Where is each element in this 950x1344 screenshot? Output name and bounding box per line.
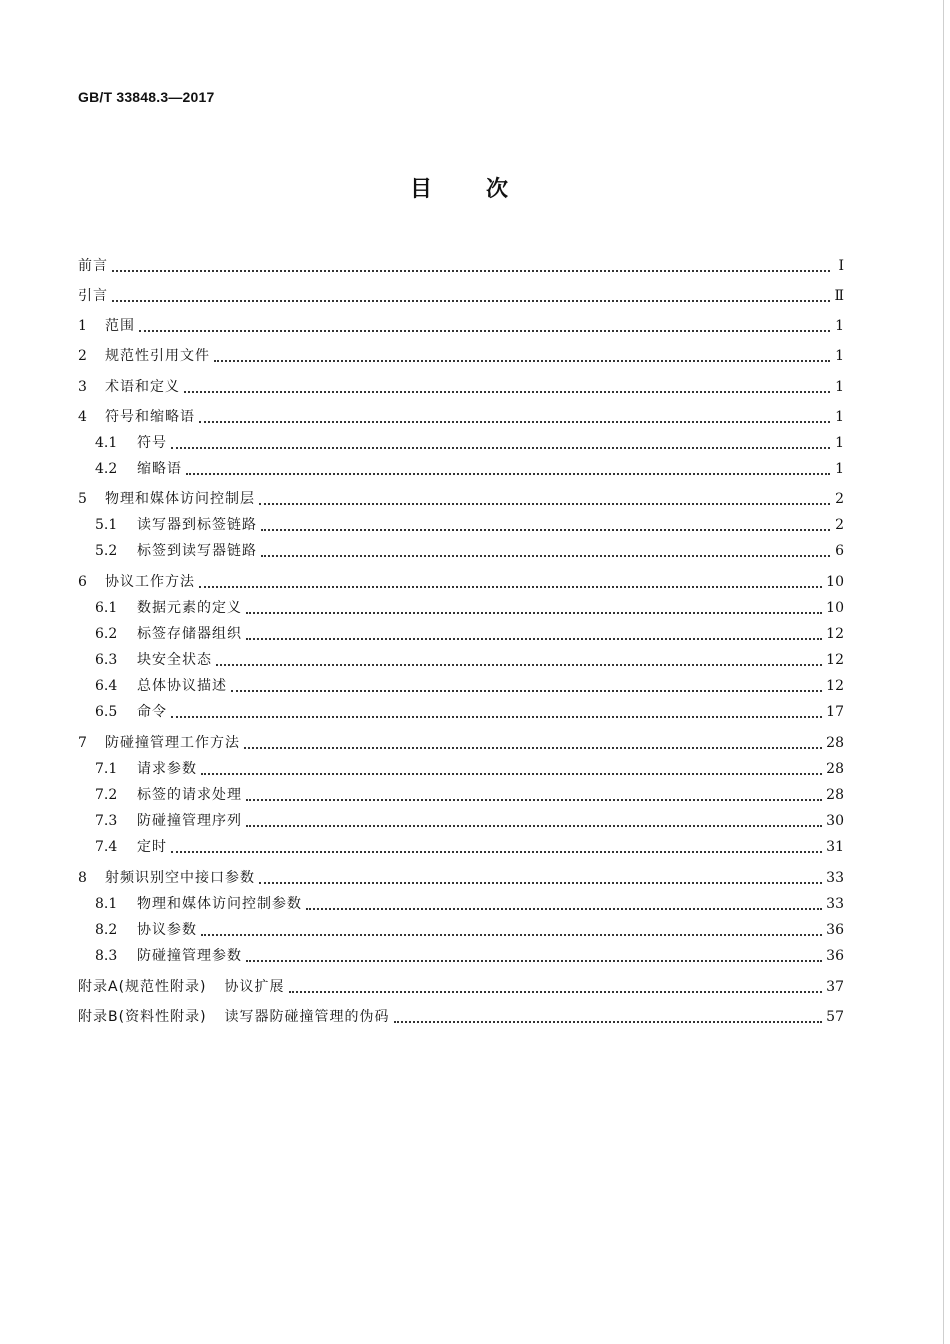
toc-entry-page-number: 1 bbox=[835, 435, 844, 451]
toc-entry[interactable] bbox=[78, 976, 844, 998]
toc-entry-page-number: 36 bbox=[826, 948, 844, 964]
toc-entry-page-number: 31 bbox=[826, 839, 844, 855]
dot-leader bbox=[246, 623, 822, 645]
toc-entry-number: 4.1 bbox=[95, 435, 118, 451]
toc-entry-number: 6.2 bbox=[95, 626, 118, 642]
toc-entry[interactable] bbox=[78, 945, 844, 967]
dot-leader bbox=[186, 458, 830, 480]
toc-entry[interactable] bbox=[78, 649, 844, 671]
toc-entry-page-number: 1 bbox=[835, 461, 844, 477]
toc-entry[interactable] bbox=[78, 285, 844, 307]
toc-entry[interactable] bbox=[78, 255, 844, 277]
toc-entry-page-number: 28 bbox=[826, 735, 844, 751]
toc-entry-label: 标签存储器组织 bbox=[137, 626, 242, 642]
standard-number: GB/T 33848.3—2017 bbox=[78, 89, 215, 105]
toc-entry-number: 8.1 bbox=[95, 896, 118, 912]
dot-leader bbox=[246, 810, 822, 832]
toc-entry-page-number: 33 bbox=[826, 870, 844, 886]
toc-entry-number: 5.2 bbox=[95, 543, 118, 559]
toc-entry-page-number: 6 bbox=[835, 543, 844, 559]
toc-entry-label: 引言 bbox=[78, 288, 108, 304]
toc-entry-page-number: 57 bbox=[826, 1009, 844, 1025]
toc-entry-label: 射频识别空中接口参数 bbox=[105, 870, 255, 886]
toc-entry-number: 7.4 bbox=[95, 839, 118, 855]
dot-leader bbox=[259, 867, 822, 889]
dot-leader bbox=[199, 571, 822, 593]
toc-entry-label: 防碰撞管理参数 bbox=[137, 948, 242, 964]
dot-leader bbox=[184, 376, 830, 398]
toc-entry[interactable] bbox=[78, 406, 844, 428]
dot-leader bbox=[216, 649, 822, 671]
toc-entry-page-number: 10 bbox=[826, 600, 844, 616]
toc-entry-label: 请求参数 bbox=[137, 761, 197, 777]
toc-entry[interactable] bbox=[78, 540, 844, 562]
toc-entry-number: 6 bbox=[78, 574, 87, 590]
toc-entry-page-number: Ⅰ bbox=[838, 258, 844, 274]
toc-entry-page-number: 1 bbox=[835, 348, 844, 364]
toc-entry-page-number: 2 bbox=[835, 491, 844, 507]
toc-entry-page-number: 10 bbox=[826, 574, 844, 590]
toc-entry[interactable] bbox=[78, 784, 844, 806]
dot-leader bbox=[201, 919, 822, 941]
toc-entry[interactable] bbox=[78, 376, 844, 398]
toc-entry-page-number: 30 bbox=[826, 813, 844, 829]
toc-entry-label: 范围 bbox=[105, 318, 135, 334]
dot-leader bbox=[214, 345, 830, 367]
dot-leader bbox=[394, 1006, 823, 1028]
dot-leader bbox=[246, 945, 822, 967]
toc-entry-label: 协议参数 bbox=[137, 922, 197, 938]
toc-entry-label: 附录A(规范性附录) bbox=[78, 979, 207, 995]
toc-entry[interactable] bbox=[78, 758, 844, 780]
toc-entry[interactable] bbox=[78, 893, 844, 915]
toc-entry-number: 8.2 bbox=[95, 922, 118, 938]
toc-entry-page-number: 1 bbox=[835, 379, 844, 395]
toc-entry-number: 1 bbox=[78, 318, 87, 334]
toc-entry-page-number: 28 bbox=[826, 761, 844, 777]
toc-entry[interactable] bbox=[78, 867, 844, 889]
toc-entry-label: 总体协议描述 bbox=[137, 678, 227, 694]
toc-entry-label: 前言 bbox=[78, 258, 108, 274]
dot-leader bbox=[171, 836, 822, 858]
toc-entry-label: 物理和媒体访问控制层 bbox=[105, 491, 255, 507]
toc-entry[interactable] bbox=[78, 1006, 844, 1028]
dot-leader bbox=[261, 514, 830, 536]
toc-entry[interactable] bbox=[78, 623, 844, 645]
toc-entry[interactable] bbox=[78, 315, 844, 337]
toc-entry-number: 3 bbox=[78, 379, 87, 395]
dot-leader bbox=[171, 701, 822, 723]
dot-leader bbox=[112, 285, 830, 307]
page-title: 目次 bbox=[409, 177, 562, 202]
toc-entry-label: 规范性引用文件 bbox=[105, 348, 210, 364]
dot-leader bbox=[231, 675, 822, 697]
toc-entry-number: 6.5 bbox=[95, 704, 118, 720]
toc-entry-number: 4 bbox=[78, 409, 87, 425]
toc-entry-page-number: 33 bbox=[826, 896, 844, 912]
toc-entry-appendix-title: 协议扩展 bbox=[224, 979, 285, 995]
toc-entry-label: 缩略语 bbox=[137, 461, 182, 477]
toc-entry[interactable] bbox=[78, 919, 844, 941]
toc-entry-label: 数据元素的定义 bbox=[137, 600, 242, 616]
dot-leader bbox=[261, 540, 830, 562]
toc-entry-number: 6.4 bbox=[95, 678, 118, 694]
toc-entry-page-number: 1 bbox=[835, 318, 844, 334]
toc-entry-label: 防碰撞管理序列 bbox=[137, 813, 242, 829]
toc-entry-number: 7.1 bbox=[95, 761, 118, 777]
toc-entry-label: 标签到读写器链路 bbox=[137, 543, 257, 559]
toc-entry-number: 2 bbox=[78, 348, 87, 364]
toc-entry[interactable] bbox=[78, 571, 844, 593]
toc-entry-label: 命令 bbox=[137, 704, 167, 720]
toc-entry[interactable] bbox=[78, 836, 844, 858]
page-edge-line bbox=[943, 0, 944, 1344]
dot-leader bbox=[112, 255, 830, 277]
toc-entry-page-number: 2 bbox=[835, 517, 844, 533]
toc-entry[interactable] bbox=[78, 458, 844, 480]
toc-entry[interactable] bbox=[78, 675, 844, 697]
dot-leader bbox=[246, 597, 822, 619]
toc-entry[interactable] bbox=[78, 701, 844, 723]
toc-entry-appendix-title: 读写器防碰撞管理的伪码 bbox=[224, 1009, 390, 1025]
toc-entry-number: 4.2 bbox=[95, 461, 118, 477]
toc-entry-number: 5.1 bbox=[95, 517, 118, 533]
toc-entry-number: 8.3 bbox=[95, 948, 118, 964]
toc-entry-page-number: 12 bbox=[826, 626, 844, 642]
toc-entry-number: 6.1 bbox=[95, 600, 118, 616]
dot-leader bbox=[139, 315, 830, 337]
toc-entry-page-number: Ⅱ bbox=[834, 288, 844, 304]
toc-entry-label: 读写器到标签链路 bbox=[137, 517, 257, 533]
toc-entry-page-number: 1 bbox=[835, 409, 844, 425]
toc-entry-number: 7.3 bbox=[95, 813, 118, 829]
toc-entry-page-number: 36 bbox=[826, 922, 844, 938]
toc-entry-number: 7.2 bbox=[95, 787, 118, 803]
toc-entry-label: 块安全状态 bbox=[137, 652, 212, 668]
dot-leader bbox=[259, 488, 830, 510]
toc-entry-label: 符号 bbox=[137, 435, 167, 451]
toc-entry-label: 标签的请求处理 bbox=[137, 787, 242, 803]
toc-entry-page-number: 12 bbox=[826, 652, 844, 668]
dot-leader bbox=[199, 406, 830, 428]
toc-entry[interactable] bbox=[78, 732, 844, 754]
toc-entry-page-number: 12 bbox=[826, 678, 844, 694]
toc-entry-page-number: 17 bbox=[826, 704, 844, 720]
toc-entry[interactable] bbox=[78, 432, 844, 454]
toc-entry[interactable] bbox=[78, 597, 844, 619]
toc-entry-number: 8 bbox=[78, 870, 87, 886]
toc-entry-label: 协议工作方法 bbox=[105, 574, 195, 590]
toc-entry[interactable] bbox=[78, 514, 844, 536]
dot-leader bbox=[201, 758, 822, 780]
toc-entry[interactable] bbox=[78, 345, 844, 367]
toc-entry-number: 5 bbox=[78, 491, 87, 507]
toc-entry[interactable] bbox=[78, 810, 844, 832]
toc-entry-label: 物理和媒体访问控制参数 bbox=[137, 896, 302, 912]
dot-leader bbox=[171, 432, 830, 454]
toc-entry-label: 术语和定义 bbox=[105, 379, 180, 395]
dot-leader bbox=[306, 893, 822, 915]
toc-entry-page-number: 28 bbox=[826, 787, 844, 803]
dot-leader bbox=[289, 976, 823, 998]
toc-entry-page-number: 37 bbox=[826, 979, 844, 995]
toc-entry-label: 符号和缩略语 bbox=[105, 409, 195, 425]
toc-entry[interactable] bbox=[78, 488, 844, 510]
dot-leader bbox=[246, 784, 822, 806]
toc-entry-number: 7 bbox=[78, 735, 87, 751]
toc-entry-number: 6.3 bbox=[95, 652, 118, 668]
toc-entry-label: 定时 bbox=[137, 839, 167, 855]
dot-leader bbox=[244, 732, 822, 754]
toc-entry-label: 防碰撞管理工作方法 bbox=[105, 735, 240, 751]
toc-entry-label: 附录B(资料性附录) bbox=[78, 1009, 207, 1025]
